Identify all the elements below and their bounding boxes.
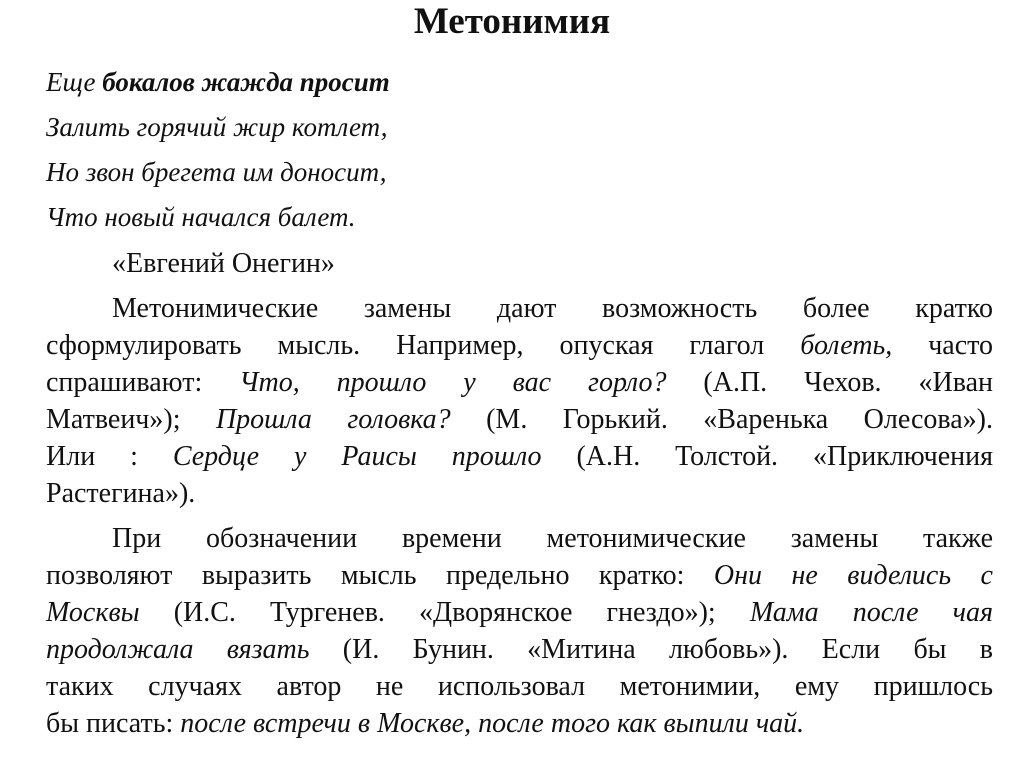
poem-line-4: Что новый начался балет. [46, 202, 356, 232]
paragraph-1-line: сформулировать мысль. Например, опуская глагол болеть, часто [46, 330, 994, 361]
paragraph-2-line: позволяют выразить мысль предельно кратко: Они не виделись с [46, 560, 993, 591]
paragraph-2-line: Москвы (И.С. Тургенев. «Дворянское гнездо»); Мама после чая [46, 597, 993, 628]
paragraph-2-line: При обозначении времени метонимические замены также [112, 523, 993, 554]
paragraph-2-line: бы писать: после встречи в Москве, после того как выпили чай. [46, 708, 805, 739]
paragraph-1-line: спрашивают: Что, прошло у вас горло? (А.П. Чехов. «Иван [46, 367, 993, 398]
paragraph-1-line: Метонимические замены дают возможность более кратко [112, 293, 993, 324]
poem-line-3: Но звон брегета им доносит, [46, 157, 387, 187]
poem-line-2: Залить горячий жир котлет, [46, 112, 388, 142]
paragraph-1-line: Матвеич»); Прошла головка? (М. Горький. «Варенька Олесова»). [46, 404, 993, 435]
paragraph-1-line: Или : Сердце у Раисы прошло (А.Н. Толстой. «Приключения [46, 441, 993, 472]
paragraph-1-line: Растегина»). [46, 478, 196, 509]
page-title: Метонимия [413, 1, 611, 42]
poem-source: «Евгений Онегин» [112, 248, 335, 279]
paragraph-2-line: продолжала вязать (И. Бунин. «Митина любовь»). Если бы в [46, 634, 993, 665]
poem-line-1: Еще бокалов жажда просит [46, 67, 390, 97]
paragraph-2-line: таких случаях автор не использовал метонимии, ему пришлось [46, 671, 993, 702]
